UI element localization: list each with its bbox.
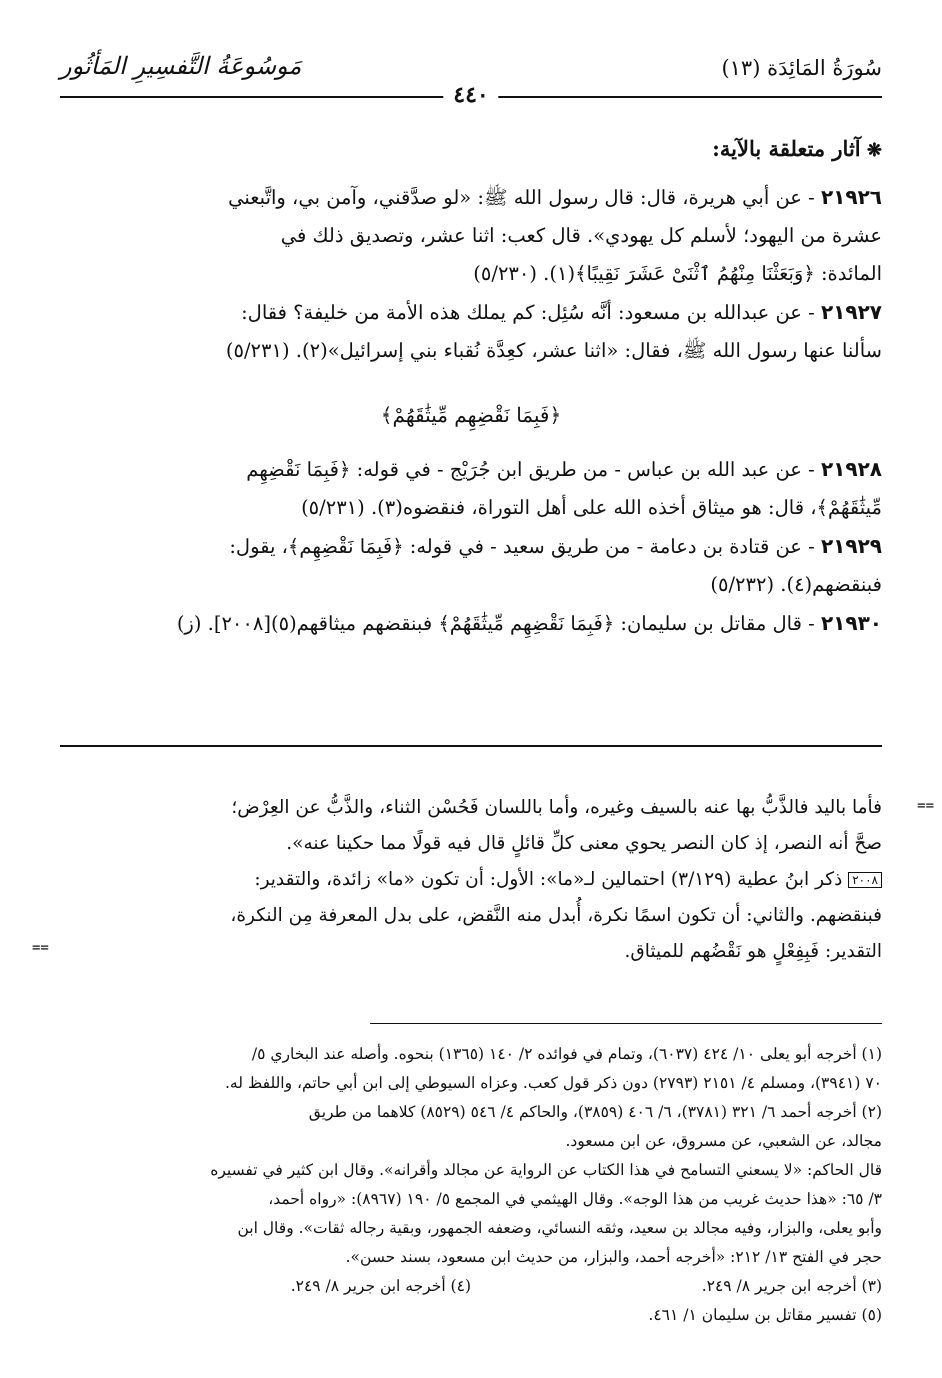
surah-title: سُورَةُ المَائِدَة (١٣) [721, 56, 882, 80]
star-ornament-icon: ❋ [860, 140, 882, 161]
footnote-line: وأبو يعلى، والبزار، وفيه مجالد بن سعيد، وثقه النسائي، وضعفه الجمهور، وبقية رجاله ثقات». وقال ابن [237, 1219, 882, 1237]
athar-line: قال مقاتل بن سليمان: ﴿فَبِمَا نَقْضِهِم مِّيثَٰقَهُمْ﴾ فبنقضهم ميثاقهم(٥)[٢٠٠٨]. (ز) [176, 612, 802, 635]
book-page [32, 40, 934, 1340]
commentary-line: ذكر ابنُ عطية (٣/١٢٩) احتمالين لـ«ما»: الأول: أن تكون «ما» زائدة، والتقدير: [254, 869, 843, 890]
athar-item: ٢١٩٢٧ - عن عبدالله بن مسعود: أنَّه سُئِل: كم يملك هذه الأمة من خليفة؟ فقال: سألنا عنها رسول الله ﷺ، فقال: «اثنا عشر، كعِدَّة نُقباء بني إسرائيل»(٢). (٥/٢٣١) [60, 293, 882, 370]
athar-line: مِّيثَٰقَهُمْ﴾، قال: هو ميثاق أخذه الله على أهل التوراة، فنقضوه(٣). (٥/٢٣١) [301, 496, 882, 519]
athar-line: سألنا عنها رسول الله ﷺ، فقال: «اثنا عشر، كعِدَّة نُقباء بني إسرائيل»(٢). (٥/٢٣١) [225, 339, 882, 362]
footnote-line: مجالد، عن الشعبي، عن مسروق، عن ابن مسعود. [565, 1132, 882, 1150]
reference-box: ٢٠٠٨ [848, 872, 882, 888]
athar-item: ٢١٩٣٠ - قال مقاتل بن سليمان: ﴿فَبِمَا نَقْضِهِم مِّيثَٰقَهُمْ﴾ فبنقضهم ميثاقهم(٥)[٢٠٠٨]. (ز) [176, 611, 882, 635]
footnote-line: (٤) أخرجه ابن جرير ٨/ ٢٤٩. [290, 1277, 471, 1295]
footnote-line: (٣) أخرجه ابن جرير ٨/ ٢٤٩. [701, 1277, 882, 1295]
footnote-line: (١) أخرجه أبو يعلى ١٠/ ٤٢٤ (٦٠٣٧)، وتمام في فوائده ٢/ ١٤٠ (١٣٦٥) بنحوه. وأصله عند البخاري ٥/ [251, 1045, 882, 1063]
athar-item: ٢١٩٢٦ - عن أبي هريرة، قال: قال رسول الله ﷺ: «لو صدَّقني، وآمن بي، واتَّبعني عشرة من اليهود؛ لأسلم كل يهودي». قال كعب: اثنا عشر، وتصديق ذلك في المائدة: ﴿وَبَعَثْنَا مِنْهُمُ ٱثْنَىْ عَشَرَ نَقِيبًا﴾(١). (٥/٢٣٠) [60, 178, 882, 293]
footnote-line: (٢) أخرجه أحمد ٦/ ٣٢١ (٣٧٨١)، ٦/ ٤٠٦ (٣٨٥٩)، والحاكم ٤/ ٥٤٦ (٨٥٢٩) كلاهما من طريق [308, 1103, 882, 1121]
footnote-line: ٣/ ٦٥: «هذا حديث غريب من هذا الوجه». وقال الهيثمي في المجمع ٥/ ١٩٠ (٨٩٦٧): «رواه أحمد، [268, 1190, 882, 1208]
athar-line: عن عبد الله بن عباس - من طريق ابن جُرَيْج - في قوله: ﴿فَبِمَا نَقْضِهِم [246, 458, 802, 481]
athar-number: ٢١٩٢٦ [820, 185, 882, 209]
page-number: ٤٤٠ [443, 82, 498, 108]
footnote-line: (٥) تفسير مقاتل بن سليمان ١/ ٤٦١. [648, 1306, 882, 1324]
athar-number: ٢١٩٢٩ [820, 534, 882, 558]
commentary-line: فبنقضهم. والثاني: أن تكون اسمًا نكرة، أُبدل منه النَّقض، على بدل المعرفة مِن النكرة، [230, 905, 882, 926]
footnote-line: حجر في الفتح ١٣/ ٢١٢: «أخرجه أحمد، والبزار، من حديث ابن مسعود، بسند حسن». [345, 1248, 882, 1266]
commentary-line: التقدير: فَبِفِعْلٍ هو نَقْضُهم للميثاق. [624, 941, 882, 962]
footnote-line: ٧٠ (٣٩٤١)، ومسلم ٤/ ٢١٥١ (٢٧٩٣) دون ذكر قول كعب. وعزاه السيوطي إلى ابن أبي حاتم، واللفظ له. [225, 1074, 882, 1092]
athar-line: المائدة: ﴿وَبَعَثْنَا مِنْهُمُ ٱثْنَىْ عَشَرَ نَقِيبًا﴾(١). (٥/٢٣٠) [473, 262, 882, 285]
footnote-line: قال الحاكم: «لا يسعني التسامح في هذا الكتاب عن الرواية عن مجالد وأقرانه». وقال ابن كثير في تفسيره [210, 1161, 882, 1179]
athar-number: ٢١٩٢٨ [820, 457, 882, 481]
section-title: ❋ آثار متعلقة بالآية: [712, 136, 882, 161]
footnotes [60, 1040, 882, 1330]
commentary-line: فأما باليد فالذَّبُّ بها عنه بالسيف وغيره، وأما باللسان فَحُسْن الثناء، والذَّبُّ عن العِرْض؛ [231, 797, 882, 818]
commentary [60, 790, 882, 970]
footnote-pair [60, 1272, 882, 1301]
athar-line: عشرة من اليهود؛ لأسلم كل يهودي». قال كعب: اثنا عشر، وتصديق ذلك في [280, 224, 882, 247]
athar-item: ٢١٩٢٩ - عن قتادة بن دعامة - من طريق سعيد - في قوله: ﴿فَبِمَا نَقْضِهِم﴾، يقول: فبنقضهم(٤). (٥/٢٣٢) [60, 527, 882, 604]
commentary-rule [60, 745, 882, 747]
continuation-mark: == [917, 798, 934, 814]
main-text [60, 130, 882, 643]
athar-number: ٢١٩٢٧ [820, 300, 882, 324]
athar-line: فبنقضهم(٤). (٥/٢٣٢) [710, 573, 882, 596]
athar-item: ٢١٩٢٨ - عن عبد الله بن عباس - من طريق ابن جُرَيْج - في قوله: ﴿فَبِمَا نَقْضِهِم مِّيثَٰقَهُمْ﴾، قال: هو ميثاق أخذه الله على أهل التوراة، فنقضوه(٣). (٥/٢٣١) [60, 450, 882, 527]
athar-line: عن قتادة بن دعامة - من طريق سعيد - في قوله: ﴿فَبِمَا نَقْضِهِم﴾، يقول: [229, 535, 802, 558]
athar-number: ٢١٩٣٠ [820, 611, 882, 635]
verse-heading: ﴿فَبِمَا نَقْضِهِم مِّيثَٰقَهُمْ﴾ [380, 403, 562, 427]
footnote-rule [370, 1023, 882, 1024]
commentary-line: صحَّ أنه النصر، إذ كان النصر يحوي معنى كلِّ قائلٍ قال فيه قولًا مما حكينا عنه». [286, 833, 882, 854]
book-title: مَوسُوعَةُ التَّفسِيرِ المَأثُور [60, 52, 302, 80]
end-mark: == [32, 940, 49, 956]
athar-line: عن عبدالله بن مسعود: أنَّه سُئِل: كم يملك هذه الأمة من خليفة؟ فقال: [241, 301, 802, 324]
athar-line: عن أبي هريرة، قال: قال رسول الله ﷺ: «لو صدَّقني، وآمن بي، واتَّبعني [228, 186, 802, 209]
